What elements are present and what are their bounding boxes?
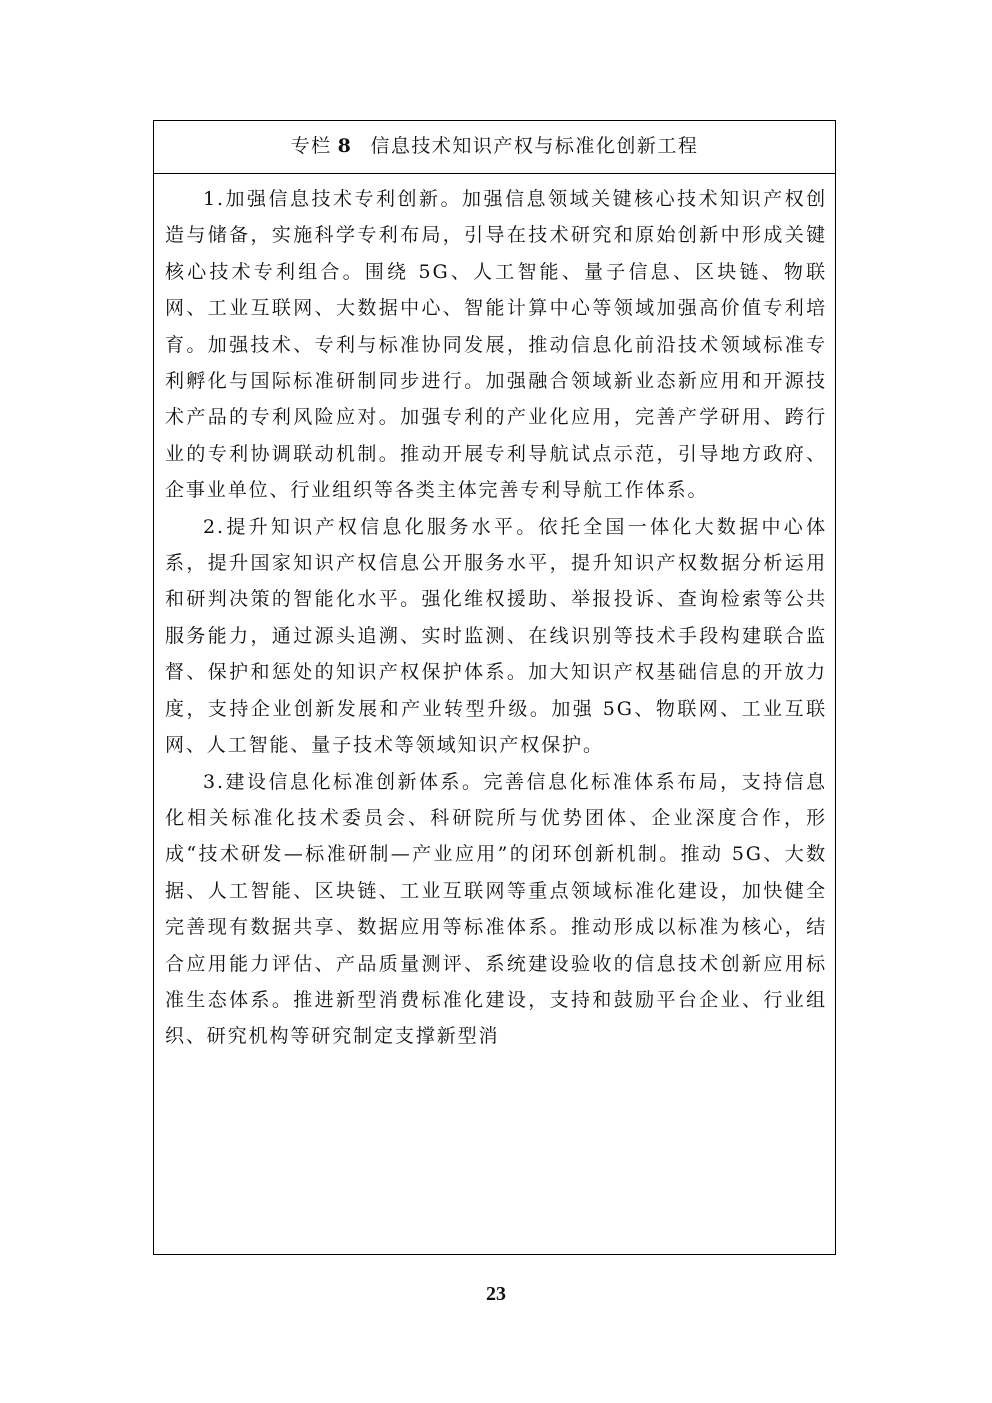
special-column-body	[154, 174, 835, 1055]
paragraph-ip-informatization: 2.提升知识产权信息化服务水平。依托全国一体化大数据中心体系，提升国家知识产权信息公开服务水平，提升知识产权数据分析运用和研判决策的智能化水平。强化维权援助、举报投诉、查询检索等公共服务能力，通过源头追溯、实时监测、在线识别等技术手段构建联合监督、保护和惩处的知识产权保护体系。加大知识产权基础信息的开放力度，支持企业创新发展和产业转型升级。加强 5G、物联网、工业互联网、人工智能、量子技术等领域知识产权保护。	[165, 515, 827, 757]
column-number: 8	[337, 135, 353, 157]
page-number: 23	[486, 1283, 506, 1305]
column-label: 专栏	[290, 135, 332, 157]
paragraph-standard-system: 3.建设信息化标准创新体系。完善信息化标准体系布局，支持信息化相关标准化技术委员会、科研院所与优势团体、企业深度合作，形成“技术研发—标准研制—产业应用”的闭环创新机制。推动 5G、大数据、人工智能、区块链、工业互联网等重点领域标准化建设，加快健全完善现有数据共享、数据应用等标准体系。推动形成以标准为核心，结合应用能力评估、产品质量测评、系统建设验收的信息技术创新应用标准生态体系。推进新型消费标准化建设，支持和鼓励平台企业、行业组织、研究机构等研究制定支撑新型消	[165, 770, 827, 1048]
special-column-box	[153, 120, 836, 1255]
column-title-text: 信息技术知识产权与标准化创新工程	[370, 135, 699, 157]
special-column-title	[154, 121, 835, 174]
paragraph-patent-innovation: 1.加强信息技术专利创新。加强信息领域关键核心技术知识产权创造与储备，实施科学专利布局，引导在技术研究和原始创新中形成关键核心技术专利组合。围绕 5G、人工智能、量子信息、区块链、物联网、工业互联网、大数据中心、智能计算中心等领域加强高价值专利培育。加强技术、专利与标准协同发展，推动信息化前沿技术领域标准专利孵化与国际标准研制同步进行。加强融合领域新业态新应用和开源技术产品的专利风险应对。加强专利的产业化应用，完善产学研用、跨行业的专利协调联动机制。推动开展专利导航试点示范，引导地方政府、企事业单位、行业组织等各类主体完善专利导航工作体系。	[165, 188, 827, 502]
